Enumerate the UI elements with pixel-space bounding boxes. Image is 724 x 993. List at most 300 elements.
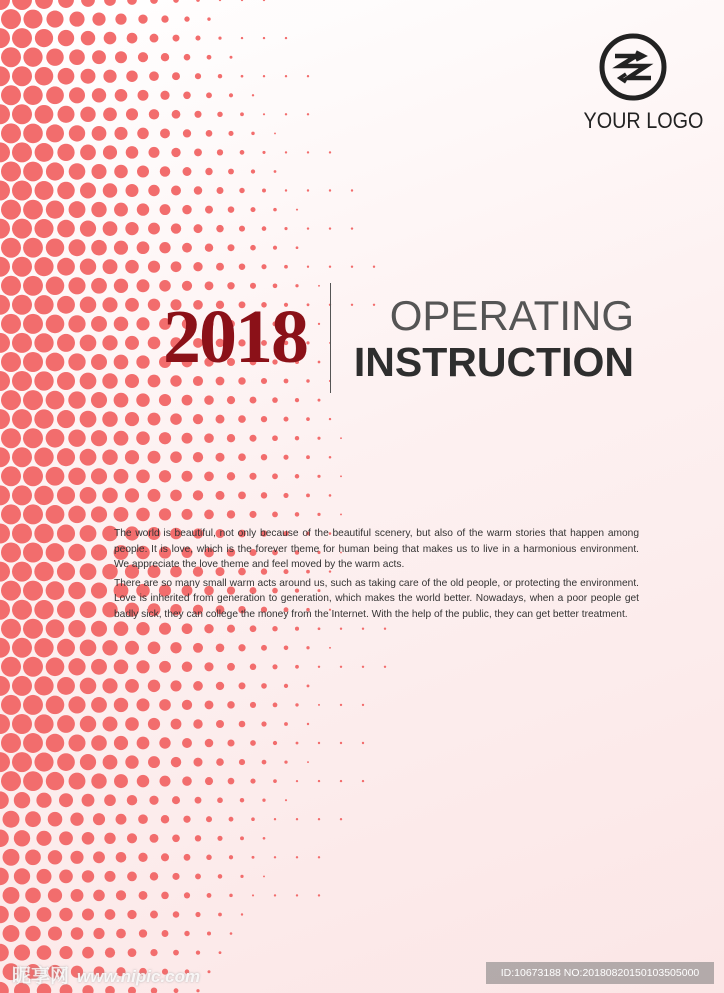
halftone-dot [0, 638, 10, 658]
halftone-dot [205, 206, 213, 214]
halftone-dot [241, 913, 243, 915]
halftone-dot [91, 392, 107, 408]
halftone-dot [171, 148, 180, 157]
halftone-dot [205, 700, 214, 709]
halftone-dot [273, 741, 277, 745]
halftone-dot [184, 854, 191, 861]
halftone-dot [34, 714, 53, 733]
halftone-dot [306, 417, 310, 421]
halftone-dot [136, 393, 149, 406]
halftone-dot [263, 875, 265, 877]
halftone-dot [206, 816, 212, 822]
halftone-dot [194, 186, 202, 194]
halftone-dot [182, 509, 193, 520]
halftone-dot [0, 906, 9, 924]
halftone-dot [125, 298, 139, 312]
halftone-dot [71, 889, 84, 902]
halftone-dot [92, 13, 105, 26]
halftone-dot [114, 736, 128, 750]
halftone-dot [150, 872, 158, 880]
halftone-dot [0, 600, 10, 620]
halftone-dot [171, 223, 181, 233]
halftone-dot [227, 472, 235, 480]
halftone-dot [149, 796, 158, 805]
halftone-dot [318, 780, 320, 782]
halftone-dot [126, 184, 139, 197]
halftone-dot [91, 278, 107, 294]
halftone-dot [193, 414, 203, 424]
halftone-dot [23, 504, 43, 524]
halftone-dot [272, 397, 278, 403]
halftone-dot [384, 666, 386, 668]
halftone-dot [238, 415, 246, 423]
halftone-dot [23, 162, 43, 182]
halftone-dot [307, 761, 309, 763]
halftone-dot [261, 264, 266, 269]
halftone-dot [35, 181, 54, 200]
halftone-dot [114, 698, 128, 712]
halftone-dot [296, 246, 299, 249]
halftone-dot [195, 36, 200, 41]
halftone-dot [34, 753, 53, 772]
halftone-dot [207, 970, 210, 973]
halftone-dot [91, 697, 107, 713]
halftone-dot [274, 894, 276, 896]
halftone-dot [57, 258, 75, 276]
halftone-dot [114, 317, 129, 332]
halftone-dot [37, 869, 52, 884]
halftone-dot [34, 524, 53, 543]
halftone-dot [362, 628, 364, 630]
halftone-dot [161, 815, 169, 823]
halftone-dot [206, 92, 212, 98]
halftone-dot [23, 48, 42, 67]
halftone-dot [251, 817, 255, 821]
halftone-dot [340, 742, 342, 744]
halftone-dot [103, 221, 118, 236]
halftone-dot [23, 619, 43, 639]
halftone-dot [239, 263, 246, 270]
halftone-dot [0, 485, 10, 505]
halftone-dot [261, 492, 267, 498]
halftone-dot [171, 719, 182, 730]
halftone-dot [81, 0, 95, 7]
halftone-dot [1, 657, 21, 677]
halftone-dot [229, 93, 233, 97]
halftone-dot [148, 261, 160, 273]
halftone-dot [218, 874, 223, 879]
halftone-dot [228, 131, 233, 136]
halftone-dot [205, 777, 213, 785]
halftone-dot [195, 873, 201, 879]
halftone-dot [195, 797, 202, 804]
halftone-dot [137, 279, 150, 292]
halftone-dot [170, 680, 181, 691]
halftone-dot [274, 818, 276, 820]
halftone-dot [136, 355, 149, 368]
halftone-dot [34, 486, 53, 505]
halftone-dot [148, 223, 160, 235]
halftone-dot [239, 188, 244, 193]
halftone-dot [23, 466, 43, 486]
halftone-dot [102, 449, 118, 465]
halftone-dot [204, 433, 214, 443]
halftone-dot [48, 926, 62, 940]
halftone-dot [174, 988, 179, 993]
halftone-dot [0, 830, 9, 848]
halftone-dot [82, 908, 94, 920]
halftone-dot [34, 562, 53, 581]
halftone-dot [12, 142, 32, 162]
halftone-dot [219, 0, 221, 1]
halftone-dot [216, 758, 224, 766]
halftone-dot [1, 200, 21, 220]
halftone-dot [12, 409, 32, 429]
halftone-dot [205, 168, 212, 175]
halftone-dot [295, 474, 300, 479]
halftone-dot [105, 947, 115, 957]
halftone-dot [148, 641, 161, 654]
halftone-dot [91, 544, 107, 560]
halftone-dot [306, 493, 310, 497]
halftone-dot [12, 485, 32, 505]
halftone-dot [207, 893, 212, 898]
halftone-dot [148, 451, 161, 464]
halftone-dot [285, 189, 287, 191]
halftone-dot [23, 733, 43, 753]
halftone-dot [318, 627, 321, 630]
halftone-dot [34, 600, 53, 619]
halftone-dot [272, 473, 278, 479]
halftone-dot [218, 913, 222, 917]
halftone-dot [103, 107, 117, 121]
halftone-dot [159, 776, 170, 787]
halftone-dot [219, 951, 222, 954]
halftone-dot [12, 371, 32, 391]
halftone-dot [125, 488, 139, 502]
halftone-dot [284, 722, 288, 726]
halftone-dot [57, 639, 75, 657]
logo-text: YOUR LOGO [583, 108, 704, 133]
halftone-dot [114, 393, 129, 408]
halftone-dot [115, 89, 128, 102]
halftone-dot [34, 295, 53, 314]
halftone-dot [103, 259, 118, 274]
halftone-dot [25, 811, 41, 827]
halftone-dot [195, 835, 201, 841]
halftone-dot [104, 0, 116, 6]
halftone-dot [80, 335, 97, 352]
halftone-dot [127, 872, 137, 882]
halftone-dot [3, 849, 20, 866]
halftone-dot [262, 189, 266, 193]
halftone-dot [205, 739, 214, 748]
halftone-dot [57, 182, 74, 199]
halftone-dot [57, 410, 75, 428]
halftone-dot [82, 947, 94, 959]
halftone-dot [171, 261, 182, 272]
halftone-dot [307, 684, 310, 687]
halftone-dot [229, 894, 233, 898]
halftone-dot [48, 812, 63, 827]
halftone-dot [193, 490, 203, 500]
halftone-dot [46, 11, 63, 28]
halftone-dot [182, 243, 192, 253]
halftone-dot [317, 513, 320, 516]
halftone-dot [68, 429, 85, 446]
halftone-dot [170, 642, 181, 653]
halftone-dot [160, 166, 170, 176]
halftone-dot [37, 907, 52, 922]
halftone-dot [0, 104, 10, 124]
halftone-dot [23, 238, 43, 258]
halftone-dot [318, 742, 320, 744]
halftone-dot [161, 15, 168, 22]
halftone-dot [1, 352, 21, 372]
zigzag-circle-logo-icon [598, 32, 668, 102]
halftone-dot [93, 851, 105, 863]
halftone-dot [0, 447, 10, 467]
halftone-dot [137, 737, 150, 750]
halftone-dot [329, 647, 331, 649]
halftone-dot [148, 756, 160, 768]
halftone-dot [229, 855, 233, 859]
halftone-dot [35, 67, 54, 86]
halftone-dot [59, 870, 73, 884]
halftone-dot [307, 189, 309, 191]
halftone-dot [114, 165, 128, 179]
halftone-dot [35, 29, 53, 47]
halftone-dot [148, 680, 160, 692]
halftone-dot [150, 949, 157, 956]
halftone-dot [12, 333, 32, 353]
halftone-dot [25, 926, 40, 941]
halftone-dot [114, 469, 129, 484]
halftone-dot [249, 435, 256, 442]
halftone-dot [240, 836, 244, 840]
halftone-dot [80, 563, 97, 580]
halftone-dot [195, 912, 200, 917]
halftone-dot [1, 162, 21, 182]
halftone-dot [329, 456, 332, 459]
halftone-dot [295, 512, 300, 517]
halftone-dot [116, 814, 127, 825]
halftone-dot [91, 202, 106, 217]
halftone-dot [171, 757, 181, 767]
halftone-dot [204, 471, 214, 481]
halftone-dot [250, 702, 256, 708]
halftone-dot [12, 524, 32, 544]
halftone-dot [351, 227, 353, 229]
halftone-dot [116, 890, 126, 900]
halftone-dot [23, 86, 42, 105]
halftone-dot [329, 494, 332, 497]
halftone-dot [137, 241, 150, 254]
halftone-dot [351, 304, 353, 306]
halftone-dot [240, 150, 245, 155]
halftone-dot [136, 508, 150, 522]
halftone-dot [215, 453, 224, 462]
halftone-dot [57, 372, 75, 390]
halftone-dot [114, 431, 129, 446]
halftone-dot [34, 371, 53, 390]
halftone-dot [241, 0, 243, 1]
halftone-dot [80, 297, 97, 314]
halftone-dot [263, 837, 266, 840]
halftone-dot [125, 222, 138, 235]
halftone-dot [228, 169, 234, 175]
halftone-dot [103, 755, 118, 770]
halftone-dot [104, 32, 117, 45]
halftone-dot [46, 124, 64, 142]
halftone-dot [0, 295, 10, 315]
halftone-dot [138, 90, 149, 101]
halftone-dot [159, 432, 171, 444]
halftone-dot [25, 849, 41, 865]
halftone-dot [138, 52, 148, 62]
halftone-dot [136, 470, 150, 484]
halftone-dot [80, 449, 97, 466]
halftone-dot [351, 189, 353, 191]
halftone-dot [23, 428, 43, 448]
halftone-dot [23, 10, 42, 29]
halftone-dot [46, 657, 65, 676]
halftone-dot [0, 333, 10, 353]
halftone-dot [217, 187, 224, 194]
halftone-dot [57, 563, 75, 581]
halftone-dot [14, 945, 30, 961]
halftone-dot [102, 716, 117, 731]
halftone-dot [81, 69, 96, 84]
halftone-dot [252, 894, 254, 896]
halftone-dot [272, 626, 277, 631]
halftone-dot [3, 887, 20, 904]
halftone-dot [329, 227, 331, 229]
halftone-dot [262, 226, 267, 231]
halftone-dot [229, 817, 234, 822]
halftone-dot [57, 524, 75, 542]
halftone-dot [12, 104, 32, 124]
halftone-dot [37, 945, 52, 960]
halftone-dot [57, 334, 75, 352]
halftone-dot [193, 643, 203, 653]
halftone-dot [23, 771, 43, 791]
halftone-dot [295, 627, 299, 631]
halftone-dot [34, 409, 53, 428]
vertical-divider [330, 283, 331, 393]
halftone-dot [307, 227, 309, 229]
halftone-dot [14, 830, 30, 846]
halftone-dot [91, 506, 107, 522]
halftone-dot [0, 676, 10, 696]
halftone-dot [23, 543, 43, 563]
halftone-dot [216, 263, 224, 271]
halftone-dot [196, 950, 200, 954]
halftone-dot [68, 620, 85, 637]
halftone-dot [126, 108, 138, 120]
halftone-dot [263, 0, 265, 1]
halftone-dot [1, 47, 21, 67]
halftone-dot [1, 390, 21, 410]
halftone-dot [46, 734, 64, 752]
halftone-dot [340, 513, 342, 515]
halftone-dot [125, 450, 139, 464]
halftone-dot [227, 625, 235, 633]
halftone-dot [80, 639, 97, 656]
halftone-dot [46, 48, 63, 65]
halftone-dot [284, 646, 289, 651]
title-line-operating: OPERATING [389, 292, 634, 339]
halftone-dot [262, 151, 265, 154]
halftone-dot [272, 512, 278, 518]
halftone-dot [196, 0, 200, 2]
halftone-dot [58, 0, 74, 8]
halftone-dot [137, 166, 149, 178]
halftone-dot [114, 279, 128, 293]
halftone-dot [127, 0, 137, 5]
halftone-dot [126, 70, 137, 81]
halftone-dot [217, 836, 222, 841]
halftone-dot [57, 106, 74, 123]
halftone-dot [148, 489, 161, 502]
halftone-dot [241, 37, 243, 39]
halftone-dot [138, 14, 147, 23]
halftone-dot [1, 619, 21, 639]
halftone-dot [193, 758, 202, 767]
halftone-dot [0, 752, 10, 772]
halftone-dot [228, 206, 235, 213]
halftone-dot [23, 276, 43, 296]
halftone-dot [91, 468, 107, 484]
halftone-dot [239, 759, 245, 765]
halftone-dot [318, 894, 320, 896]
halftone-dot [149, 71, 159, 81]
halftone-dot [340, 666, 342, 668]
halftone-dot [115, 13, 126, 24]
halftone-dot [59, 908, 72, 921]
halftone-dot [207, 17, 210, 20]
halftone-dot [80, 107, 95, 122]
halftone-dot [207, 931, 211, 935]
halftone-dot [116, 929, 126, 939]
halftone-dot [238, 644, 245, 651]
halftone-dot [215, 491, 224, 500]
halftone-dot [340, 704, 342, 706]
halftone-dot [36, 831, 51, 846]
halftone-dot [182, 281, 192, 291]
halftone-dot [273, 703, 278, 708]
halftone-dot [238, 492, 246, 500]
halftone-dot [80, 411, 97, 428]
halftone-dot [150, 0, 158, 4]
halftone-dot [318, 856, 320, 858]
halftone-dot [80, 183, 96, 199]
halftone-dot [82, 870, 94, 882]
halftone-dot [160, 128, 170, 138]
halftone-dot [114, 507, 129, 522]
halftone-dot [218, 74, 222, 78]
halftone-dot [0, 219, 10, 239]
halftone-dot [172, 110, 181, 119]
halftone-dot [249, 473, 256, 480]
halftone-dot [159, 661, 171, 673]
halftone-dot [46, 238, 64, 256]
halftone-dot [125, 641, 139, 655]
halftone-dot [34, 676, 53, 695]
halftone-dot [205, 243, 213, 251]
halftone-dot [351, 266, 353, 268]
halftone-dot [274, 856, 276, 858]
